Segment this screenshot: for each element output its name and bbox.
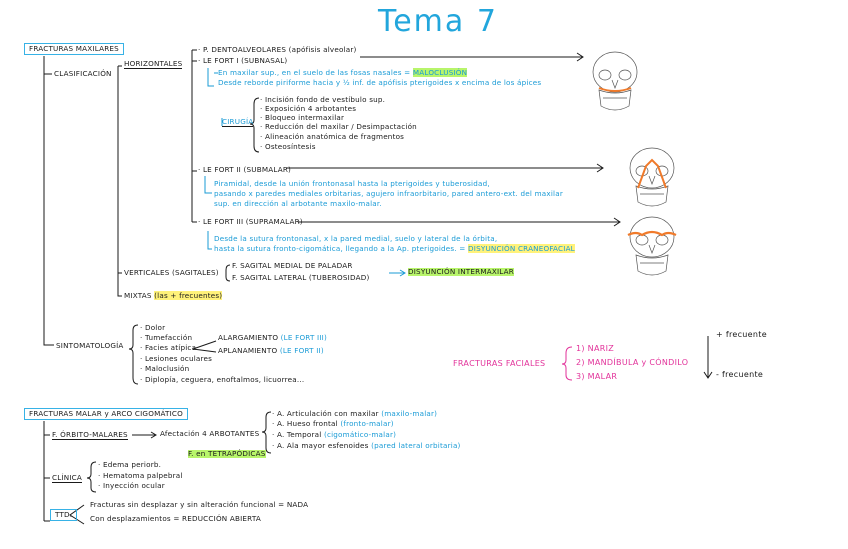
clinica-label: CLÍNICA xyxy=(52,473,82,482)
skull-lefort2-image xyxy=(624,146,680,212)
ttd-line-2: Con desplazamientos = REDUCCIÓN ABIERTA xyxy=(90,514,261,523)
ttd-label: TTD. xyxy=(50,509,77,521)
verticales-label: VERTICALES (SAGITALES) xyxy=(124,268,219,277)
lefort3-desc-2 xyxy=(214,245,575,253)
alargamiento-note: (LE FORT III) xyxy=(280,333,328,342)
arbotante-4 xyxy=(272,442,461,450)
sintoma-3: · Facies atípica xyxy=(140,343,197,352)
alargamiento-label: ALARGAMIENTO xyxy=(218,333,279,342)
cirugia-item-3: · Bloqueo intermaxilar xyxy=(260,113,345,122)
arbotante-1 xyxy=(272,410,437,418)
sintoma-4: · Lesiones oculares xyxy=(140,354,213,363)
cirugia-item-2: · Exposición 4 arbotantes xyxy=(260,104,357,113)
tetrapodicas-highlight: F. en TETRAPÓDICAS xyxy=(188,449,266,458)
skull-lefort1-image xyxy=(587,50,643,116)
mixtas-line xyxy=(124,292,222,300)
ttd-line-1: Fracturas sin desplazar y sin alteración funcional = NADA xyxy=(90,500,309,509)
clasificacion-label: CLASIFICACIÓN xyxy=(54,69,112,78)
cirugia-label: CIRUGÍA xyxy=(222,117,254,126)
sagital-lateral: F. SAGITAL LATERAL (TUBEROSIDAD) xyxy=(232,273,370,282)
sagital-medial: F. SAGITAL MEDIAL DE PALADAR xyxy=(232,261,353,270)
arbotante-3-name: · A. Temporal xyxy=(272,430,322,439)
skull-lefort3-image xyxy=(624,215,680,281)
orbito-malares-label: F. ÓRBITO-MALARES xyxy=(52,430,128,439)
disyuncion-intermaxilar-highlight: DISYUNCIÓN INTERMAXILAR xyxy=(408,267,514,276)
cirugia-item-1: · Incisión fondo de vestíbulo sup. xyxy=(260,95,386,104)
arbotante-2-name: · A. Hueso frontal xyxy=(272,419,338,428)
disyuncion-craneofacial-highlight: DISYUNCIÓN CRANEOFACIAL xyxy=(468,244,575,253)
afectacion-arbotantes: Afectación 4 ARBOTANTES xyxy=(160,429,260,438)
lefort1-desc-1-text: En maxilar sup., en el suelo de las fosas nasales = xyxy=(218,68,411,77)
aplanamiento-line xyxy=(218,347,324,355)
arbotante-2-note: (fronto-malar) xyxy=(340,419,394,428)
sintoma-5: · Maloclusión xyxy=(140,364,190,373)
maloclusion-highlight: MALOCLUSIÓN xyxy=(412,68,468,77)
clinica-item-1: · Edema periorb. xyxy=(98,460,162,469)
arbotante-1-note: (maxilo-malar) xyxy=(381,409,438,418)
facial-item-1: 1) NARIZ xyxy=(576,344,615,353)
clinica-item-2: · Hematoma palpebral xyxy=(98,471,183,480)
lefort2-desc-3: sup. en dirección al arbotante maxilo-malar. xyxy=(214,199,382,208)
lefort1-label: · LE FORT I (SUBNASAL) xyxy=(198,56,288,65)
horizontales-label: HORIZONTALES xyxy=(124,59,183,68)
lefort3-desc-1: Desde la sutura frontonasal, x la pared medial, suelo y lateral de la órbita, xyxy=(214,234,498,243)
page-title: Tema 7 xyxy=(378,4,498,39)
lefort1-desc-1 xyxy=(218,69,467,77)
arbotante-4-note: (pared lateral orbitaria) xyxy=(371,441,461,450)
facial-item-3: 3) MALAR xyxy=(576,372,618,381)
lefort2-desc-1: Piramidal, desde la unión frontonasal hasta la pterigoides y tuberosidad, xyxy=(214,179,490,188)
clinica-item-3: · Inyección ocular xyxy=(98,481,165,490)
cirugia-item-5: · Alineación anatómica de fragmentos xyxy=(260,132,405,141)
maxilares-header: FRACTURAS MAXILARES xyxy=(24,43,124,55)
sintoma-1: · Dolor xyxy=(140,323,166,332)
arbotante-3-note: (cigomático-malar) xyxy=(323,430,397,439)
arbotante-1-name: · A. Articulación con maxilar xyxy=(272,409,379,418)
mixtas-label: MIXTAS xyxy=(124,291,152,300)
mas-frecuente: + frecuente xyxy=(716,330,767,339)
aplanamiento-label: APLANAMIENTO xyxy=(218,346,278,355)
menos-frecuente: - frecuente xyxy=(716,370,764,379)
lefort3-desc-2-text: hasta la sutura fronto-cigomática, llegando a la Ap. pterigoides. = xyxy=(214,244,466,253)
arbotante-2 xyxy=(272,420,394,428)
mixtas-note: (las + frecuentes) xyxy=(154,291,223,300)
lefort1-desc-2: Desde reborde piriforme hacia y ½ inf. de apófisis pterigoides x encima de los ápices xyxy=(218,78,542,87)
sintoma-6: · Diplopía, ceguera, enoftalmos, licuorrea... xyxy=(140,375,305,384)
cirugia-item-4: · Reducción del maxilar / Desimpactación xyxy=(260,122,417,131)
sintoma-2: · Tumefacción xyxy=(140,333,193,342)
arbotante-4-name: · A. Ala mayor esfenoides xyxy=(272,441,369,450)
cirugia-item-6: · Osteosíntesis xyxy=(260,142,316,151)
lefort2-label: · LE FORT II (SUBMALAR) xyxy=(198,165,292,174)
sintomatologia-label: SINTOMATOLOGÍA xyxy=(56,341,124,350)
fracturas-faciales-label: FRACTURAS FACIALES xyxy=(453,359,546,368)
aplanamiento-note: (LE FORT II) xyxy=(279,346,324,355)
lefort3-label: · LE FORT III (SUPRAMALAR) xyxy=(198,217,303,226)
arbotante-3 xyxy=(272,431,396,439)
lefort2-desc-2: pasando x paredes mediales orbitarias, agujero infraorbitario, pared antero-ext. del maxilar xyxy=(214,189,563,198)
alargamiento-line xyxy=(218,334,327,342)
malar-header: FRACTURAS MALAR y ARCO CIGOMÁTICO xyxy=(24,408,188,420)
facial-item-2: 2) MANDÍBULA y CÓNDILO xyxy=(576,358,689,367)
p-dentoalveolares: · P. DENTOALVEOLARES (apófisis alveolar) xyxy=(198,45,357,54)
